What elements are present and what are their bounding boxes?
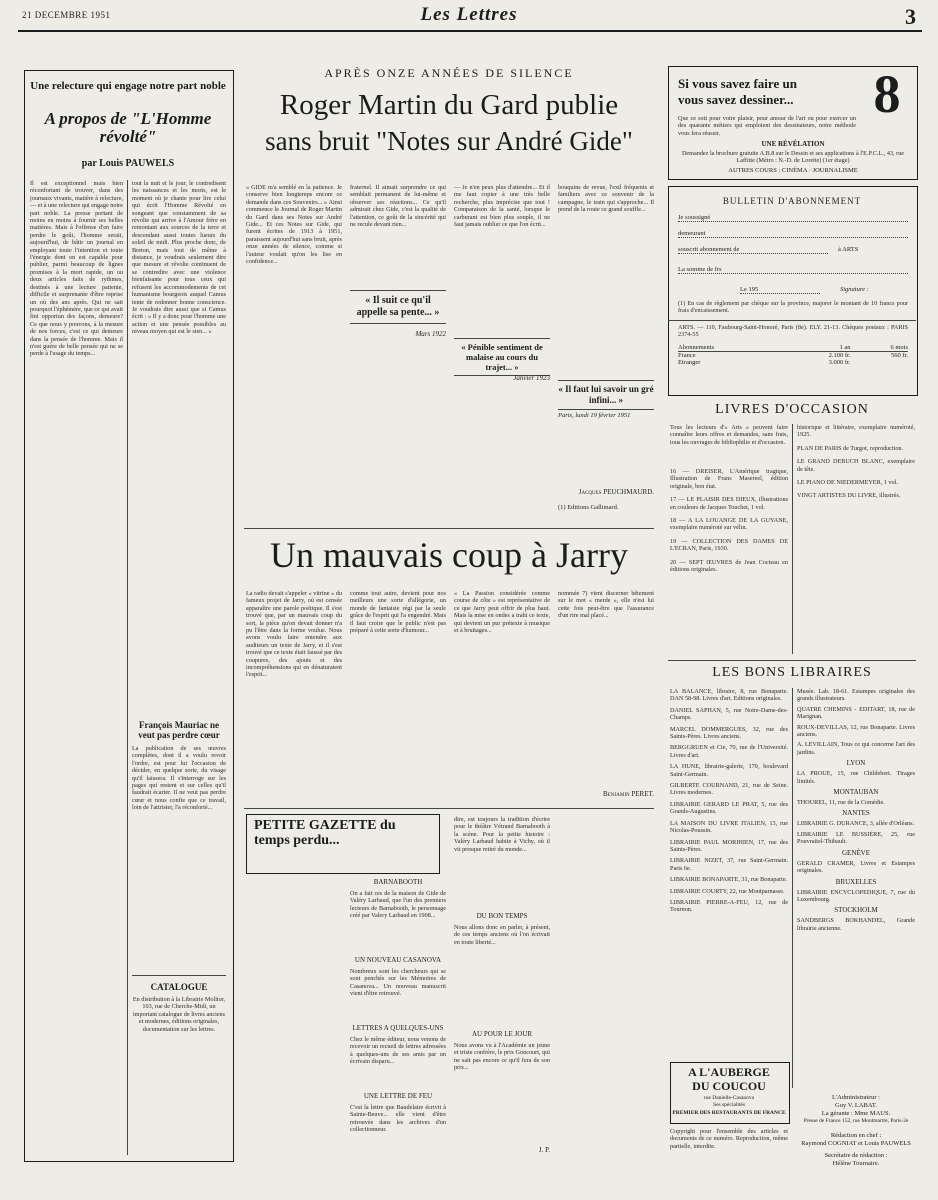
table-cell: 560 fr. — [891, 352, 908, 359]
mauriac-sidebar-text: La publication de ses œuvres complètes, dont il a voulu revoir l'ordre, est pour lui l'occasion de décider, en quelque sorte, du visage qu'il laissera. Il s'interroge sur les pages qui restent et sur celles qu'il faudrait écarter. Il ne veut pas perdre cœur et nous confie que ce travail, loin de l'attrister, l'a réconforté... — [132, 745, 226, 812]
gazette-text-1: On a fait ces de la maison de Gide de Valéry Larbaud, que l'un des premiers lecteurs de Barnabooth, le personnage créé par Valery Larbaud en 1908... — [350, 890, 446, 920]
page-number: 3 — [905, 4, 916, 29]
pullquote-3-date: Paris, lundi 19 février 1951 — [558, 412, 631, 419]
bons-libraires-title: LES BONS LIBRAIRES — [712, 665, 872, 680]
top-article-title-line-1: Roger Martin du Gard publie — [279, 89, 619, 121]
top-article-column-3: — Je n'en peux plus d'attendre... Et il me faut copier à une très belle recherche, plus imprécise que tout ! Comparaison de la santé, lorsque le carburant est bien plus souple, il ne faut jamais oublier ce que l'on écrit... — [454, 184, 550, 229]
pullquote-1-date: Mars 1922 — [415, 330, 446, 338]
column-divider — [127, 180, 128, 1155]
gazette-section-2: UN NOUVEAU CASANOVA — [354, 956, 442, 964]
issue-date: 21 DECEMBRE 1951 — [22, 10, 111, 20]
pullquote-3: « Il faut lui savoir un gré infini... » — [558, 380, 654, 410]
ad-auberge-line-3: rue Danielle-Casanova — [703, 1095, 755, 1101]
city-heading: GENÈVE — [842, 848, 870, 857]
divider — [668, 660, 916, 661]
list-item: LIBRAIRIE LE BUSSIÈRE, 25, rue Pouvraitel-Thibault. — [797, 830, 915, 846]
gerante: La gérante : Mme MAUS. — [821, 1110, 891, 1117]
top-article-title-line-2: sans bruit "Notes sur André Gide" — [265, 126, 633, 156]
list-item: THOUREL, 11, rue de la Comédie. — [797, 799, 885, 807]
column-divider — [792, 688, 793, 1088]
subscription-line-address[interactable]: demeurant — [678, 230, 908, 238]
city-heading: STOCKHOLM — [834, 906, 878, 915]
subscription-table — [678, 344, 908, 366]
gazette-text-2: Nombreux sont les chercheurs qui se sont penchés sur les Mémoires de Casanova... Un nouveau manuscrit vient d'être retrouvé. — [350, 968, 446, 998]
list-item: 17 — LE PLAISIR DES DIEUX, illustrations en couleurs de Jacques Touchet, 1 vol. — [670, 496, 788, 511]
admin-label: L'Administrateur : — [832, 1094, 880, 1101]
top-article-column-1: « GIDE m'a semblé en la patience. Je conserve bien longtemps encore ce demande dans ces Souvenirs... » Ainsi commence le Journal de Roger Martin du Gard dans ses Notes sur André Gide... Et ces Notes sur Gide, qui furent écrites de 1913 à 1951, paraissent aujourd'hui sans bruit, après onze années de silence, comme si l'auteur voulait qu'on les lise en confidence... — [246, 184, 342, 266]
subscription-line-arts: à ARTS — [838, 246, 859, 253]
jarry-column-2: comme tout autre, devient pour nos meilleurs une sorte d'allégorie, un monde de fantaisie régi par la seule grâce de l'esprit qui l'a engendré. Mais il faut croire que le public n'est pas préparé à cette sorte d'humour... — [350, 590, 446, 635]
subscription-line-name[interactable]: Je soussigné — [678, 214, 908, 222]
gazette-section-3: LETTRES A QUELQUES-UNS — [352, 1024, 444, 1032]
ad-auberge-line-5: PREMIER DES RESTAURANTS DE FRANCE — [672, 1110, 786, 1116]
pullquote-2-date: Janvier 1923 — [513, 374, 550, 382]
ad-dessiner-footer: AUTRES COURS : CINÉMA · JOURNALISME — [728, 167, 858, 174]
gazette-text-6: Nous avons vu à l'Académie un jeune et triste confrère, le prix Goncourt, qui ne sait pas encore ce qu'il fera de son prix... — [454, 1042, 550, 1072]
gazette-column-2: dire, est toujours la tradition d'écrire pour le théâtre Vétrand Barnabooth à la scène. Pour la petite histoire : Valéry Larbaud habite à Vichy, où il vit presque retiré du monde... — [454, 816, 550, 853]
jarry-byline: Benjamin PERET. — [603, 790, 654, 798]
secretary-label: Secrétaire de rédaction : — [824, 1152, 888, 1159]
gazette-text-3: Chez le même éditeur, nous venons de recevoir un recueil de lettres adressées à quelques-uns de ses amis par un écrivain disparu... — [350, 1036, 446, 1066]
list-item: SANDBERGS BOKHANDEL, Grande librairie ancienne. — [797, 917, 915, 932]
subscription-line-subscribe[interactable]: souscrit abonnement de — [678, 246, 828, 254]
redaction-label: Rédaction en chef : — [830, 1132, 882, 1139]
livres-occasion-intro: Tous les lecteurs d'« Arts » peuvent faire connaître leurs offres et demandes, sans frais, tous les ouvrages de bibliophilie et d'occasion. — [670, 424, 788, 446]
ad-dessiner-title-line-2: vous savez dessiner... — [678, 92, 794, 107]
list-item: LA HUNE, librairie-galerie, 170, boulevard Saint-Germain. — [670, 763, 788, 778]
pullquote-2: « Pénible sentiment de malaise au cours du trajet... » — [454, 338, 550, 376]
list-item: LIBRAIRIE PAUL MORIHIEN, 17, rue des Saints-Pères. — [670, 838, 788, 853]
top-article-kicker: APRÈS ONZE ANNÉES DE SILENCE — [324, 66, 574, 80]
list-item: LA PROUE, 15, rue Childebert. Tirages limités. — [797, 770, 915, 785]
table-header-cell: 1 an — [839, 344, 851, 351]
list-item: A. LEVILLAIN, Tous ce qui concerne l'art des jardins. — [797, 741, 915, 756]
ad-auberge-line-2: DU COUCOU — [692, 1079, 766, 1093]
table-cell: 2.100 fr. — [828, 352, 851, 359]
list-item: BERGGRUEN et Cie, 70, rue de l'Université. Livres d'art. — [670, 744, 788, 759]
table-header-cell: Abonnements — [678, 344, 715, 351]
list-item: 19 — COLLECTION DES DAMES DE L'ECRAN, Paris, 1930. — [670, 537, 788, 553]
livres-occasion-list-left — [670, 468, 788, 579]
list-item: PLAN DE PARIS de Turgot, reproduction. — [797, 444, 904, 452]
ad-auberge-line-1: A L'AUBERGE — [688, 1065, 770, 1079]
subscription-sum-line[interactable]: La somme de frs — [678, 266, 908, 274]
jarry-column-3: « La Passion considérée comme course de côte » est représentative de ce que Jarry peut offrir de plus haut. Mais la mise en ondes a trahi ce texte, qui devient un pur prétexte à musique et à bruitages... — [454, 590, 550, 635]
left-article-column-2: tout la nuit et le jour, le contredisent les naissances et les morts, est le moment où je chante pour lire celui qui écrit l'Homme Révolté en songeant que constamment de sa révolte qui arrive à l'Amour frère en remontant aux sources de la terre et descendant aussi toutes lueurs du soleil de midi. Plus proche donc, de Breton, mais tout de même à distance, je voudrais seulement dire que mesure et révolte continuent de se contredire avec une violence bienfaisante pour tous ceux qui refusent les accommodements de cet humanisme bourgeois auquel Camus tente de redonner bonne conscience. Je voudrais dire aussi que si Camus écrit : « Il y a donc pour l'homme une action et une pensée possibles au niveau moyen qui est le sien... » — [132, 180, 226, 336]
left-article-column-1: Il est exceptionnel mais bien réconfortant de trouver, dans des journaux vivants, matière à relecture, — et à une relecture qui engage notre part noble. La presse portant de moins en moins à fournir ses belles matières. Mais à l'offense d'en faire perdre le goût, l'homme serait, aujourd'hui, de bâtir un journal en employant toute l'intention et toute l'énergie dont on est capable pour publier, parmi beaucoup de lignes promises à la mort rapide, un ou deux articles faits de rythmes, destinés à une lecture patiente, difficile et surprenante d'être reprise un où des ans après. Qui ne sait pourquoi l'éphémère, que ce qui avait fini opportun des façons, demeure? Ce que nous y pouvons, à la mesure de nos forces, c'est ce qui demeure dans la pensée de l'homme. Mais il n'est guère de belle pensée qui ne se perde à l'usage du temps... — [30, 180, 123, 358]
list-item: ROUX-DEVILLAS, 12, rue Bonaparte. Livres anciens. — [797, 723, 915, 739]
livres-occasion-list-right — [797, 424, 915, 506]
ad-dessiner-address: Demandez la brochure gratuite A.B.8 sur le Dessin et ses applications à l'E.P.C.L., 43, rue Laffitte (Métro : N.-D. de Lorette) (1er étage) — [681, 150, 905, 165]
ad-dessiner-title-line-1: Si vous savez faire un — [678, 76, 797, 91]
left-article-kicker: Une relecture qui engage notre part noble — [30, 80, 226, 92]
catalogue-title: CATALOGUE — [150, 982, 208, 992]
copyright-notice: Copyright pour l'ensemble des articles et documents de ce numéro. Reproduction, même partielle, interdite. — [670, 1128, 788, 1150]
list-item: LIBRAIRIE G. DURANCE, 3, allée d'Orléans. — [797, 820, 915, 828]
list-item: LE GRAND DEBUCH BLANC, exemplaire de tête. — [797, 458, 915, 473]
table-cell: Etranger — [678, 359, 701, 366]
list-item: 16 — DREISER, L'Amérique tragique, Illustration de Frans Masereel, édition originale, bon état. — [670, 468, 788, 490]
list-item: DANIEL SAPHAN, 5, rue Notre-Dame-des-Champs. — [670, 706, 788, 722]
subscription-signature: Signature : — [840, 286, 869, 293]
ad-dessiner-digit: 8 — [873, 64, 901, 124]
divider — [132, 975, 226, 976]
jarry-article-title: Un mauvais coup à Jarry — [270, 535, 628, 575]
city-heading: NANTES — [842, 809, 870, 818]
list-item: LIBRAIRIE COURTY, 22, rue Montparnasse. — [670, 887, 785, 895]
gazette-section-5: DU BON TEMPS — [476, 912, 528, 920]
table-cell: France — [678, 352, 696, 359]
subscription-info: ARTS. — 110, Faubourg-Saint-Honoré, Paris (8e). ELY. 21-13. Chèques postaux : PARIS 2374-55 — [678, 324, 908, 339]
subscription-date-line[interactable]: Le 195 — [740, 286, 820, 294]
bons-libraires-right — [797, 688, 915, 935]
column-divider — [792, 424, 793, 654]
left-article-byline: par Louis PAUWELS — [81, 158, 175, 169]
divider — [244, 808, 654, 809]
jarry-column-4: nommée 7) vient discerner bêtement sur le mot « merde », elle n'est lui cette fois peut-être que l'assurance d'un rire mal placé... — [558, 590, 654, 620]
ad-dessiner-subtitle: UNE RÉVÉLATION — [761, 140, 825, 148]
redaction-names: Raymond COGNIAT et Louis PAUWELS — [801, 1140, 911, 1147]
divider — [244, 528, 654, 529]
top-article-footnote: (1) Editions Gallimard. — [558, 504, 619, 511]
catalogue-text: En distribution à la Librairie Molitor, 103, rue de Cherche-Midi, un important catalogue de livres anciens et modernes, éditions originales, documentation sur les lettres. — [132, 996, 226, 1033]
gazette-initials: J. P. — [538, 1146, 550, 1154]
list-item: LIBRAIRIE PIERRE-A-FEU, 12, rue de Tournon. — [670, 898, 788, 914]
list-item: QUATRE CHEMINS - EDITART, 18, rue de Marignan. — [797, 705, 915, 721]
gazette-section-6: AU POUR LE JOUR — [471, 1030, 533, 1038]
top-article-byline: Jacques PEUCHMAURD. — [578, 488, 654, 496]
admin-name: Guy V. LABAT. — [835, 1102, 877, 1109]
list-item: historique et littéraire, exemplaire numéroté, 1925. — [797, 424, 915, 439]
table-cell: 3.000 fr. — [828, 359, 851, 366]
subscription-title: BULLETIN D'ABONNEMENT — [722, 196, 862, 206]
city-heading: MONTAUBAN — [833, 788, 879, 797]
table-header-cell: 6 mois — [890, 344, 908, 351]
list-item: 18 — A LA LOUANGE DE LA GUYANE, exemplaire numéroté sur vélin. — [670, 517, 788, 532]
list-item: GERALD CRAMER, Livres et Estampes originales. — [797, 859, 915, 875]
top-article-column-4: bouquins de revue, l'exil fréquents et familiers avec ce souvenir de la campagne, le train qui s'approche... Il prend de la route ce grand souffle... — [558, 184, 654, 214]
mauriac-sidebar-title: François Mauriac ne veut pas perdre cœur — [138, 720, 220, 740]
gazette-section-4: UNE LETTRE DE FEU — [363, 1092, 433, 1100]
ad-dessiner-body: Que ce soit pour votre plaisir, pour amour de l'art ou pour exercer un des quarante métiers qui emploient des dessinateurs, notre méthode vous fera réussir. — [678, 115, 856, 137]
pullquote-1: « Il suit ce qu'il appelle sa pente... » — [350, 290, 446, 324]
table-row — [678, 352, 908, 359]
city-heading: LYON — [846, 759, 866, 768]
bons-libraires-left — [670, 688, 788, 918]
masthead: Les Lettres — [420, 4, 518, 25]
left-article-title: A propos de "L'Homme révolté" — [44, 109, 212, 146]
gazette-section-1: BARNABOOTH — [373, 878, 423, 886]
jarry-column-1: La radio devait s'appeler « vitrine » du fameux projet de Jarry, où est censée apparaître une parole poétique. Il s'est trouvé que, par un mauvais coup du sort, la pièce qu'on devait donner n'a pu l'être dans la forme voulue. Nous avons voulu faire entendre aux auditeurs un texte de Jarry, et il s'est trouvé que ce texte était faussé par des coupures, des ajouts et des incompréhensions qui en dénaturaient l'esprit... — [246, 590, 342, 679]
list-item: 20 — SEPT ŒUVRES de Jean Cocteau en éditions originales. — [670, 558, 788, 574]
list-item: VINGT ARTISTES DU LIVRE, illustrés. — [797, 492, 901, 500]
city-heading: BRUXELLES — [835, 877, 877, 886]
secretary-name: Hélène Tournaire. — [832, 1160, 880, 1167]
table-cell — [851, 359, 909, 366]
list-item: LE PIANO DE NIEDERMEYER, 1 vol. — [797, 479, 898, 487]
list-item: LIBRAIRIE BONAPARTE, 31, rue Bonaparte. — [670, 876, 788, 884]
table-row — [678, 359, 908, 366]
livres-occasion-title: LIVRES D'OCCASION — [715, 402, 869, 417]
gazette-text-4: C'est la lettre que Baudelaire écrivit à Sainte-Beuve... elle vient d'être retrouvée dans les archives d'un collectionneur. — [350, 1104, 446, 1134]
gazette-text-5: Nous allons donc en parler, à présent, de ces temps anciens où l'on écrivait en toute liberté... — [454, 924, 550, 946]
divider — [668, 320, 916, 321]
list-item: Musée. Lab. 18-61. Estampes originales des grands illustrateurs. — [797, 688, 915, 703]
list-item: LIBRAIRIE GERARD LE PRAT, 5, rue des Grands-Augustins. — [670, 800, 788, 816]
list-item: MARCEL DOMMERGUES, 32, rue des Saints-Pères. Livres anciens. — [670, 725, 788, 741]
ad-auberge-line-4: Ses spécialités — [713, 1102, 745, 1108]
list-item: GILBERTE COURNAND, 21, rue de Seine. Livres modernes. — [670, 782, 788, 797]
list-item: LIBRAIRIE ENCYCLOPEDIQUE, 7, rue du Luxembourg. — [797, 888, 915, 903]
list-item: LIBRAIRIE NIZET, 37, rue Saint-Germain. Paris 6e. — [670, 857, 788, 872]
list-item: LA BALANCE, libraire, 8, rue Bonaparte. DAN 58-98. Livres d'art. Editions originales. — [670, 688, 788, 703]
top-article-column-2: fraternel. Il aimait surprendre ce qui semblait permanent de lui-même et observer ses réactions... Ce qu'il admirait chez Gide, c'est la qualité de l'attention, ce goût de la sincérité qui ne recule devant rien... — [350, 184, 446, 229]
printer: Presse de France 152, rue Montmartre, Paris-2e — [803, 1118, 909, 1124]
gazette-title: PETITE GAZETTE du temps perdu... — [254, 818, 396, 848]
header-rule — [18, 30, 922, 32]
list-item: LA MAISON DU LIVRE ITALIEN, 13, rue Nicolas-Poussin. — [670, 819, 788, 835]
subscription-footnote: (1) En cas de règlement par chèque sur la province, majorer le montant de 10 francs pour frais d'encaissement. — [678, 300, 908, 315]
